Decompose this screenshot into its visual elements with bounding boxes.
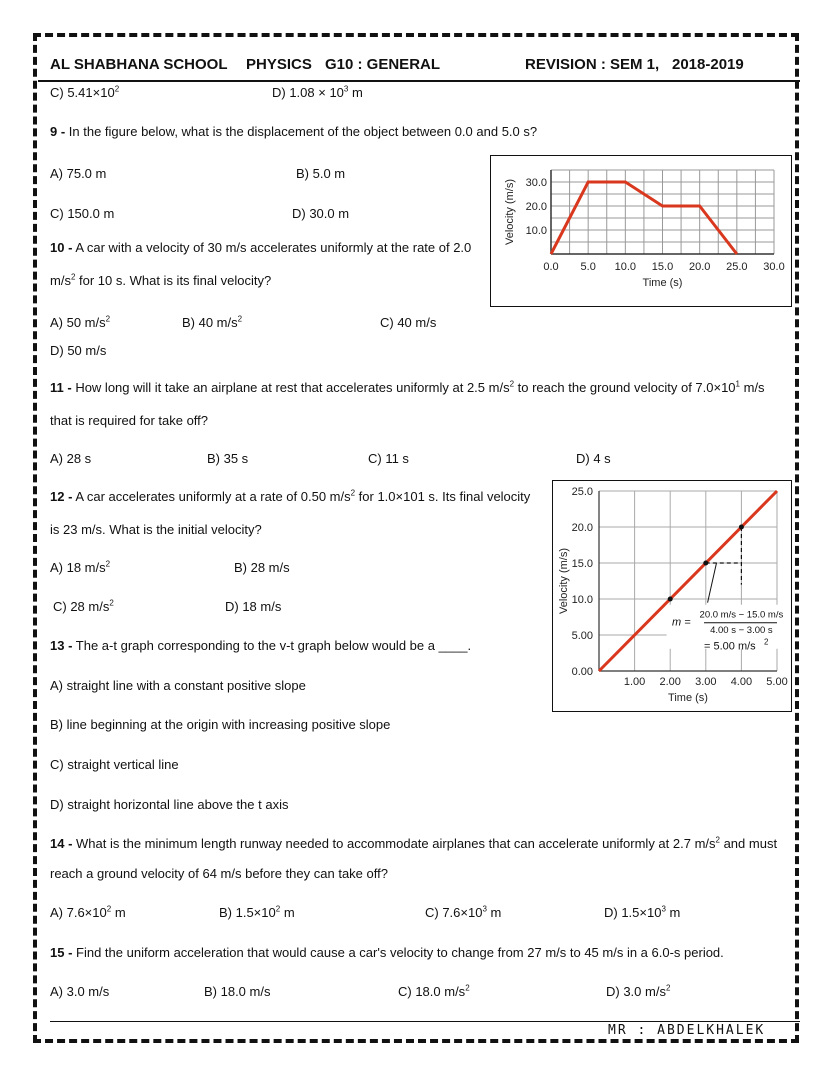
q13-option-b: B) line beginning at the origin with increasing positive slope <box>50 717 391 732</box>
x-tick-label: 20.0 <box>688 261 711 273</box>
question-14-line-1: 14 - What is the minimum length runway needed to accommodate airplanes that can accelerate uniformly at 2.7 $m/s^2$ and must <box>50 835 778 851</box>
y-tick-label: 30.0 <box>525 177 547 189</box>
data-point <box>703 561 708 566</box>
school-name: AL SHABHANA SCHOOL <box>50 56 228 73</box>
teacher-name: MR : ABDELKHALEK <box>608 1023 766 1038</box>
grade: G10 : GENERAL <box>325 56 441 73</box>
question-10-line-1: 10 - A car with a velocity of 30 m/s accelerates uniformly at the rate of 2.0 <box>50 240 472 255</box>
x-tick-label: 4.00 <box>730 676 753 688</box>
question-11-line-1: 11 - How long will it take an airplane at rest that accelerates uniformly at 2.5 $m/s^2$ to reach the ground velocity of $7.0\times 10^1$ m/s <box>50 379 765 395</box>
x-tick-label: 3.00 <box>695 676 717 688</box>
q14-option-a: A) $7.6\times 10^2$ m <box>50 904 126 920</box>
q15-option-d: D) 3.0 $m/s^2$ <box>606 983 671 999</box>
y-tick-label: 20.0 <box>571 522 593 534</box>
question-15: 15 - Find the uniform acceleration that would cause a car's velocity to change from 27 m/s to 45 m/s in a 6.0-s period. <box>50 945 724 960</box>
q11-option-b: B) 35 s <box>207 451 249 466</box>
years: 2018-2019 <box>672 56 744 73</box>
y-axis-title: Velocity (m/s) <box>558 547 570 615</box>
q15-option-b: B) 18.0 m/s <box>204 984 271 999</box>
slope-numerator: 20.0 m/s − 15.0 m/s <box>699 609 784 621</box>
chart-2-svg <box>553 481 791 711</box>
data-point <box>668 597 673 602</box>
footer-divider <box>50 1021 800 1022</box>
x-tick-label: 15.0 <box>651 261 674 273</box>
question-12-line-1: 12 - A car accelerates uniformly at a rate of 0.50 $m/s^2$ for 1.0×101 s. Its final velocity <box>50 488 531 504</box>
q13-option-a: A) straight line with a constant positive slope <box>50 678 306 693</box>
q10-option-d: D) 50 m/s <box>50 343 107 358</box>
data-point <box>739 525 744 530</box>
prev-option-c: C) $5.41\times 10^2$ <box>50 84 120 100</box>
q14-option-b: B) $1.5\times 10^2$ m <box>219 904 295 920</box>
q10-option-c: C) 40 m/s <box>380 315 437 330</box>
q9-option-a: A) 75.0 m <box>50 166 107 181</box>
q14-option-d: D) $1.5\times 10^3$ m <box>604 904 681 920</box>
slope-result-exponent: 2 <box>764 637 769 647</box>
y-tick-label: 15.0 <box>571 558 593 570</box>
question-9: 9 - In the figure below, what is the displacement of the object between 0.0 and 5.0 s? <box>50 124 538 139</box>
annotation-leader-line <box>708 563 717 603</box>
x-tick-label: 5.00 <box>766 676 788 688</box>
y-tick-label: 10.0 <box>525 225 547 237</box>
y-tick-label: 25.0 <box>571 486 593 498</box>
x-tick-label: 25.0 <box>726 261 748 273</box>
q13-option-c: C) straight vertical line <box>50 757 179 772</box>
q12-option-d: D) 18 m/s <box>225 599 282 614</box>
y-axis-title: Velocity (m/s) <box>504 178 516 246</box>
header-divider <box>38 80 800 82</box>
q9-option-d: D) 30.0 m <box>292 206 350 221</box>
y-tick-label: 10.0 <box>571 594 593 606</box>
q11-option-c: C) 11 s <box>368 451 409 466</box>
x-tick-label: 5.0 <box>580 261 596 273</box>
q14-option-c: C) $7.6\times 10^3$ m <box>425 904 502 920</box>
velocity-time-chart-1 <box>490 155 792 307</box>
x-tick-label: 1.00 <box>623 676 646 688</box>
q9-option-c: C) 150.0 m <box>50 206 115 221</box>
x-tick-label: 10.0 <box>614 261 637 273</box>
q10-option-a: A) 50 $m/s^2$ <box>50 314 111 330</box>
slope-denominator: 4.00 s − 3.00 s <box>710 624 773 636</box>
question-12-line-2: is 23 m/s. What is the initial velocity? <box>50 522 262 537</box>
slope-m-label: m = <box>671 616 691 629</box>
question-10-line-2: $m/s^2$ for 10 s. What is its final velocity? <box>50 272 272 288</box>
question-11-line-2: that is required for take off? <box>50 413 209 428</box>
slope-result: = 5.00 m/s <box>704 640 756 653</box>
q13-option-d: D) straight horizontal line above the t axis <box>50 797 289 812</box>
q12-option-c: C) 28 $m/s^2$ <box>53 598 114 614</box>
x-tick-label: 2.00 <box>659 676 681 688</box>
q12-option-a: A) 18 $m/s^2$ <box>50 559 111 575</box>
y-tick-label: 5.00 <box>571 630 593 642</box>
question-14-line-2: reach a ground velocity of 64 m/s before they can take off? <box>50 866 388 881</box>
y-tick-label: 0.00 <box>571 666 593 678</box>
revision: REVISION : SEM 1, <box>525 56 660 73</box>
x-axis-title: Time (s) <box>668 692 708 704</box>
q10-option-b: B) 40 $m/s^2$ <box>182 314 243 330</box>
velocity-time-chart-2 <box>552 480 792 712</box>
q11-option-a: A) 28 s <box>50 451 92 466</box>
q11-option-d: D) 4 s <box>576 451 611 466</box>
prev-option-d: D) $1.08 \times 10^3$ m <box>272 84 363 100</box>
question-13: 13 - The a-t graph corresponding to the v-t graph below would be a ____. <box>50 638 472 653</box>
q9-option-b: B) 5.0 m <box>296 166 346 181</box>
x-tick-label: 0.0 <box>543 261 559 273</box>
x-tick-label: 30.0 <box>763 261 785 273</box>
q15-option-a: A) 3.0 m/s <box>50 984 110 999</box>
subject: PHYSICS <box>246 56 312 73</box>
q15-option-c: C) 18.0 $m/s^2$ <box>398 983 470 999</box>
q12-option-b: B) 28 m/s <box>234 560 290 575</box>
x-axis-title: Time (s) <box>642 277 683 289</box>
chart-1-svg <box>491 156 791 306</box>
y-tick-label: 20.0 <box>525 201 547 213</box>
